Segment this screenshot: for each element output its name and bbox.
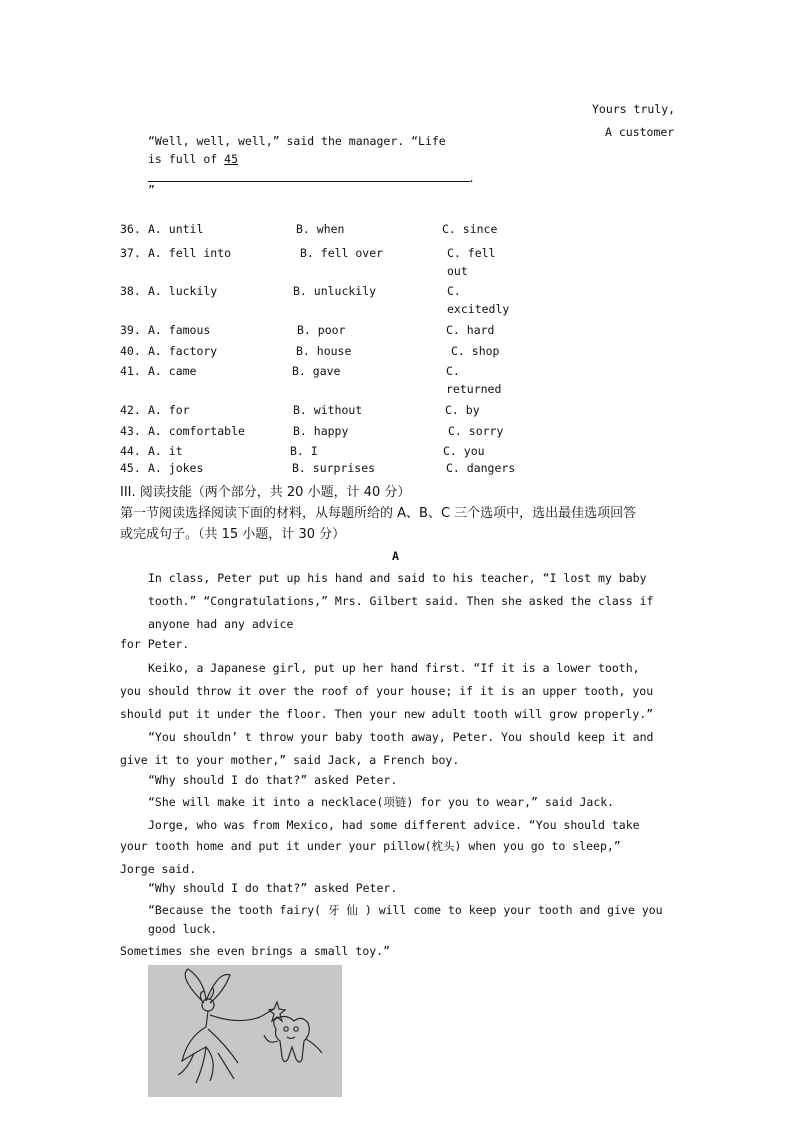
passage-line: Keiko, a Japanese girl, put up her hand first. “If it is a lower tooth,: [148, 661, 640, 675]
q43-option-a: A. comfortable: [148, 424, 245, 438]
q36-option-b: B. when: [296, 222, 345, 236]
q40-option-b: B. house: [296, 344, 352, 358]
section-instruction-2: 或完成句子。（共 15 小题，计 30 分）: [120, 527, 346, 542]
q37-option-c-cont: out: [447, 264, 468, 278]
q38-option-b: B. unluckily: [293, 284, 377, 298]
q37-option-c: C. fell: [447, 246, 496, 260]
q36-option-c: C. since: [442, 222, 498, 236]
passage-line: Jorge said.: [120, 862, 197, 876]
tooth-fairy-illustration: [148, 965, 342, 1097]
q43-option-c: C. sorry: [448, 424, 504, 438]
section-instruction-1: 第一节阅读选择阅读下面的材料，从每题所给的 A、B、C 三个选项中，选出最佳选项回答: [120, 506, 637, 521]
q39-option-b: B. poor: [297, 323, 346, 337]
blank-line-text: [148, 152, 238, 166]
passage-line: should put it under the floor. Then your new adult tooth will grow properly.”: [120, 707, 654, 721]
q38-number: 38.: [120, 284, 141, 298]
section-heading: III. 阅读技能（两个部分，共 20 小题，计 40 分）: [120, 485, 411, 500]
q37-option-a: A. fell into: [148, 246, 232, 260]
q41-option-c: C.: [446, 364, 460, 378]
passage-line: Sometimes she even brings a small toy.”: [120, 944, 391, 958]
passage-line: you should throw it over the roof of your house; if it is an upper tooth, you: [120, 684, 654, 698]
q36-number: 36.: [120, 222, 141, 236]
tooth-fairy-drawing: [148, 965, 342, 1097]
q40-number: 40.: [120, 344, 141, 358]
passage-line: give it to your mother,” said Jack, a French boy.: [120, 753, 460, 767]
letter-closing: Yours truly,: [592, 102, 676, 116]
passage-line: good luck.: [148, 922, 218, 936]
q42-number: 42.: [120, 403, 141, 417]
q39-option-c: C. hard: [446, 323, 495, 337]
q44-number: 44.: [120, 444, 141, 458]
q41-number: 41.: [120, 364, 141, 378]
answer-blank-line: [148, 181, 470, 182]
is-full-of-text: is full of: [148, 152, 225, 166]
passage-line: anyone had any advice: [148, 617, 294, 631]
q45-option-a: A. jokes: [148, 461, 204, 475]
letter-signature: A customer: [605, 125, 675, 139]
q44-option-b: B. I: [290, 444, 318, 458]
passage-line: “You shouldn’ t throw your baby tooth away, Peter. You should keep it and: [148, 730, 654, 744]
q38-option-c: C.: [447, 284, 461, 298]
passage-line: tooth.” “Congratulations,” Mrs. Gilbert said. Then she asked the class if: [148, 594, 654, 608]
passage-line: “Why should I do that?” asked Peter.: [148, 773, 398, 787]
manager-quote: “Well, well, well,” said the manager. “Life: [148, 134, 446, 148]
passage-line: In class, Peter put up his hand and said to his teacher, “I lost my baby: [148, 571, 647, 585]
closing-quote-mark: ”: [148, 183, 155, 197]
q42-option-a: A. for: [148, 403, 190, 417]
q37-option-b: B. fell over: [300, 246, 384, 260]
q40-option-c: C. shop: [451, 344, 500, 358]
q41-option-c-cont: returned: [446, 382, 502, 396]
passage-line: “She will make it into a necklace(项链) for you to wear,” said Jack.: [148, 795, 615, 809]
q42-option-c: C. by: [445, 403, 480, 417]
q45-option-b: B. surprises: [292, 461, 376, 475]
q38-option-a: A. luckily: [148, 284, 218, 298]
q36-option-a: A. until: [148, 222, 204, 236]
q41-option-b: B. gave: [292, 364, 341, 378]
q44-option-a: A. it: [148, 444, 183, 458]
passage-line: “Because the tooth fairy( 牙 仙 ) will come to keep your tooth and give you: [148, 903, 663, 917]
passage-line: Jorge, who was from Mexico, had some different advice. “You should take: [148, 818, 640, 832]
q41-option-a: A. came: [148, 364, 197, 378]
part-label: A: [392, 549, 399, 563]
q43-number: 43.: [120, 424, 141, 438]
q42-option-b: B. without: [293, 403, 363, 417]
q39-option-a: A. famous: [148, 323, 211, 337]
q45-number: 45.: [120, 461, 141, 475]
q44-option-c: C. you: [443, 444, 485, 458]
passage-line: your tooth home and put it under your pillow(枕头) when you go to sleep,”: [120, 839, 621, 853]
q38-option-c-cont: excitedly: [447, 302, 510, 316]
q40-option-a: A. factory: [148, 344, 218, 358]
blank-period: .: [468, 171, 475, 185]
blank-number: 45: [224, 152, 239, 166]
q37-number: 37.: [120, 246, 141, 260]
q45-option-c: C. dangers: [446, 461, 516, 475]
passage-line: “Why should I do that?” asked Peter.: [148, 881, 398, 895]
q39-number: 39.: [120, 323, 141, 337]
passage-line: for Peter.: [120, 637, 190, 651]
q43-option-b: B. happy: [293, 424, 349, 438]
